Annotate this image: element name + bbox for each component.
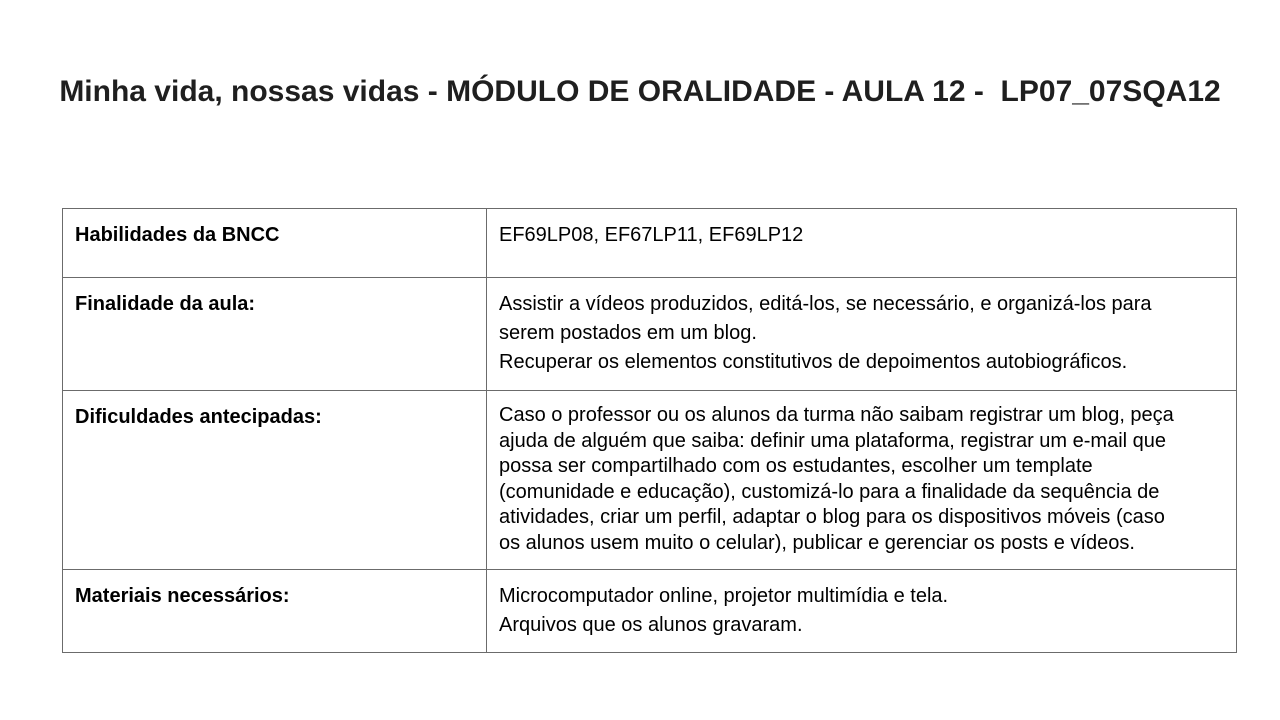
row-value-line: EF69LP08, EF67LP11, EF69LP12 [499,224,804,246]
row-value [487,209,1237,278]
table-row [63,570,1237,653]
row-label: Finalidade da aula: [63,278,487,391]
row-value-line: possa ser compartilhado com os estudantes, escolher um template [499,455,1093,477]
table-row [63,209,1237,278]
row-value-line: serem postados em um blog. [499,322,757,344]
table-row [63,391,1237,570]
row-label: Materiais necessários: [63,570,487,653]
page-title: Minha vida, nossas vidas - MÓDULO DE ORALIDADE - AULA 12 - LP07_07SQA12 [59,75,1221,108]
lesson-plan-table [62,208,1237,653]
row-value [487,278,1237,391]
table-row [63,278,1237,391]
row-value [487,570,1237,653]
row-value-line: (comunidade e educação), customizá-lo para a finalidade da sequência de [499,480,1160,503]
row-value-line: ajuda de alguém que saiba: definir uma plataforma, registrar um e-mail que [499,429,1167,452]
row-value [487,391,1237,570]
row-label: Dificuldades antecipadas: [63,391,487,570]
row-value-line: Caso o professor ou os alunos da turma não saibam registrar um blog, peça [499,404,1174,426]
row-value-line: Assistir a vídeos produzidos, editá-los, se necessário, e organizá-los para [499,293,1152,315]
row-value-line: Recuperar os elementos constitutivos de depoimentos autobiográficos. [499,351,1128,373]
row-value-line: Arquivos que os alunos gravaram. [499,614,803,636]
row-value-line: os alunos usem muito o celular), publicar e gerenciar os posts e vídeos. [499,531,1135,554]
row-value-line: Microcomputador online, projetor multimídia e tela. [499,585,949,607]
row-label: Habilidades da BNCC [63,209,487,278]
row-value-line: atividades, criar um perfil, adaptar o blog para os dispositivos móveis (caso [499,506,1165,528]
